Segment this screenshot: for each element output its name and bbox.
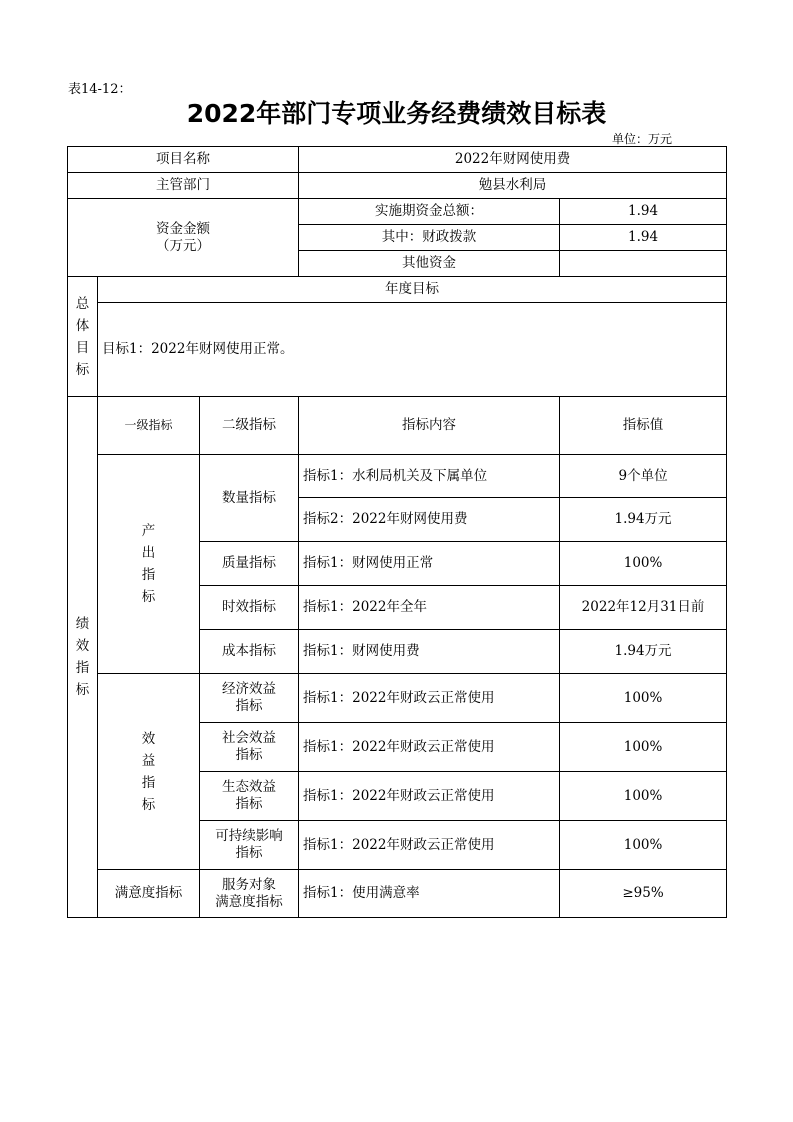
side-char: 指 (75, 660, 90, 676)
side-char: 目 (75, 339, 90, 356)
table-row (68, 870, 727, 918)
side-char: 标 (75, 361, 90, 378)
level2-cell (200, 723, 299, 772)
label-char: 指 (141, 774, 156, 791)
content-cell: 指标1：2022年财政云正常使用 (299, 723, 560, 772)
level2-line: 生态效益 (222, 779, 277, 795)
project-name-label: 项目名称 (68, 147, 299, 173)
department-value: 勉县水利局 (299, 173, 727, 199)
row-indicator-headers (68, 397, 727, 455)
level2-cell: 质量指标 (200, 542, 299, 586)
annual-target-text: 目标1：2022年财网使用正常。 (98, 303, 727, 397)
level2-line: 指标 (235, 845, 263, 861)
label-char: 指 (141, 567, 156, 583)
other-funds-label: 其他资金 (299, 251, 560, 277)
content-cell: 指标1：财网使用费 (299, 630, 560, 674)
benefit-indicator-label (98, 674, 200, 870)
value-cell: 1.94万元 (560, 498, 727, 542)
funds-label (68, 199, 299, 277)
level2-cell (200, 772, 299, 821)
page-title: 2022年部门专项业务经费绩效目标表 (186, 99, 607, 128)
row-department (68, 173, 727, 199)
row-annual-target (68, 303, 727, 397)
row-project-name (68, 147, 727, 173)
label-char: 标 (141, 589, 156, 605)
level2-line: 满意度指标 (215, 893, 283, 910)
satisfaction-indicator-label: 满意度指标 (98, 870, 200, 918)
value-cell: 1.94万元 (560, 630, 727, 674)
performance-target-table (67, 146, 727, 918)
content-cell: 指标1：财网使用正常 (299, 542, 560, 586)
side-char: 总 (75, 295, 90, 312)
side-char: 效 (75, 638, 90, 654)
content-cell: 指标1：2022年财政云正常使用 (299, 674, 560, 723)
label-char: 标 (141, 796, 156, 813)
level2-line: 指标 (235, 747, 263, 763)
unit-label: 单位：万元 (612, 132, 673, 146)
funds-label-line1: 资金金额 (156, 220, 211, 237)
header-value: 指标值 (560, 397, 727, 455)
level2-cell (200, 870, 299, 918)
content-cell: 指标1：2022年财政云正常使用 (299, 821, 560, 870)
content-cell: 指标1：2022年全年 (299, 586, 560, 630)
annual-target-label: 年度目标 (98, 277, 727, 303)
row-funds-total (68, 199, 727, 225)
value-cell: 9个单位 (560, 455, 727, 498)
content-cell: 指标1：使用满意率 (299, 870, 560, 918)
level2-line: 社会效益 (222, 730, 277, 746)
value-cell: 100% (560, 542, 727, 586)
department-label: 主管部门 (68, 173, 299, 199)
fiscal-funds-value: 1.94 (560, 225, 727, 251)
overall-goal-side-label (68, 277, 98, 397)
level2-cell (200, 821, 299, 870)
level2-cell: 数量指标 (200, 455, 299, 542)
funds-label-line2: （万元） (156, 237, 211, 254)
side-char: 体 (75, 317, 90, 334)
header-level1: 一级指标 (98, 397, 200, 455)
value-cell: 100% (560, 821, 727, 870)
total-funds-value: 1.94 (560, 199, 727, 225)
value-cell: 100% (560, 723, 727, 772)
level2-cell: 成本指标 (200, 630, 299, 674)
level2-cell: 时效指标 (200, 586, 299, 630)
content-cell: 指标2：2022年财网使用费 (299, 498, 560, 542)
value-cell: 2022年12月31日前 (560, 586, 727, 630)
side-char: 绩 (75, 616, 90, 632)
value-cell: 100% (560, 772, 727, 821)
total-funds-label: 实施期资金总额： (299, 199, 560, 225)
label-char: 产 (141, 523, 156, 539)
level2-line: 可持续影响 (215, 828, 283, 844)
output-indicator-label (98, 455, 200, 674)
label-char: 效 (141, 730, 156, 747)
table-number: 表14-12： (68, 82, 132, 97)
header-level2: 二级指标 (200, 397, 299, 455)
fiscal-funds-label: 其中：财政拨款 (299, 225, 560, 251)
value-cell: ≥95% (560, 870, 727, 918)
level2-line: 服务对象 (222, 876, 277, 893)
header-content: 指标内容 (299, 397, 560, 455)
level2-cell (200, 674, 299, 723)
value-cell: 100% (560, 674, 727, 723)
label-char: 益 (141, 752, 156, 769)
content-cell: 指标1：2022年财政云正常使用 (299, 772, 560, 821)
level2-line: 经济效益 (222, 681, 277, 697)
content-cell: 指标1：水利局机关及下属单位 (299, 455, 560, 498)
other-funds-value (560, 251, 727, 277)
level2-line: 指标 (235, 796, 263, 812)
level2-line: 指标 (235, 698, 263, 714)
side-char: 标 (75, 682, 90, 698)
project-name-value: 2022年财网使用费 (299, 147, 727, 173)
performance-side-label (68, 397, 98, 918)
row-annual-target-header (68, 277, 727, 303)
table-row (68, 674, 727, 723)
label-char: 出 (141, 545, 156, 561)
table-row (68, 455, 727, 498)
